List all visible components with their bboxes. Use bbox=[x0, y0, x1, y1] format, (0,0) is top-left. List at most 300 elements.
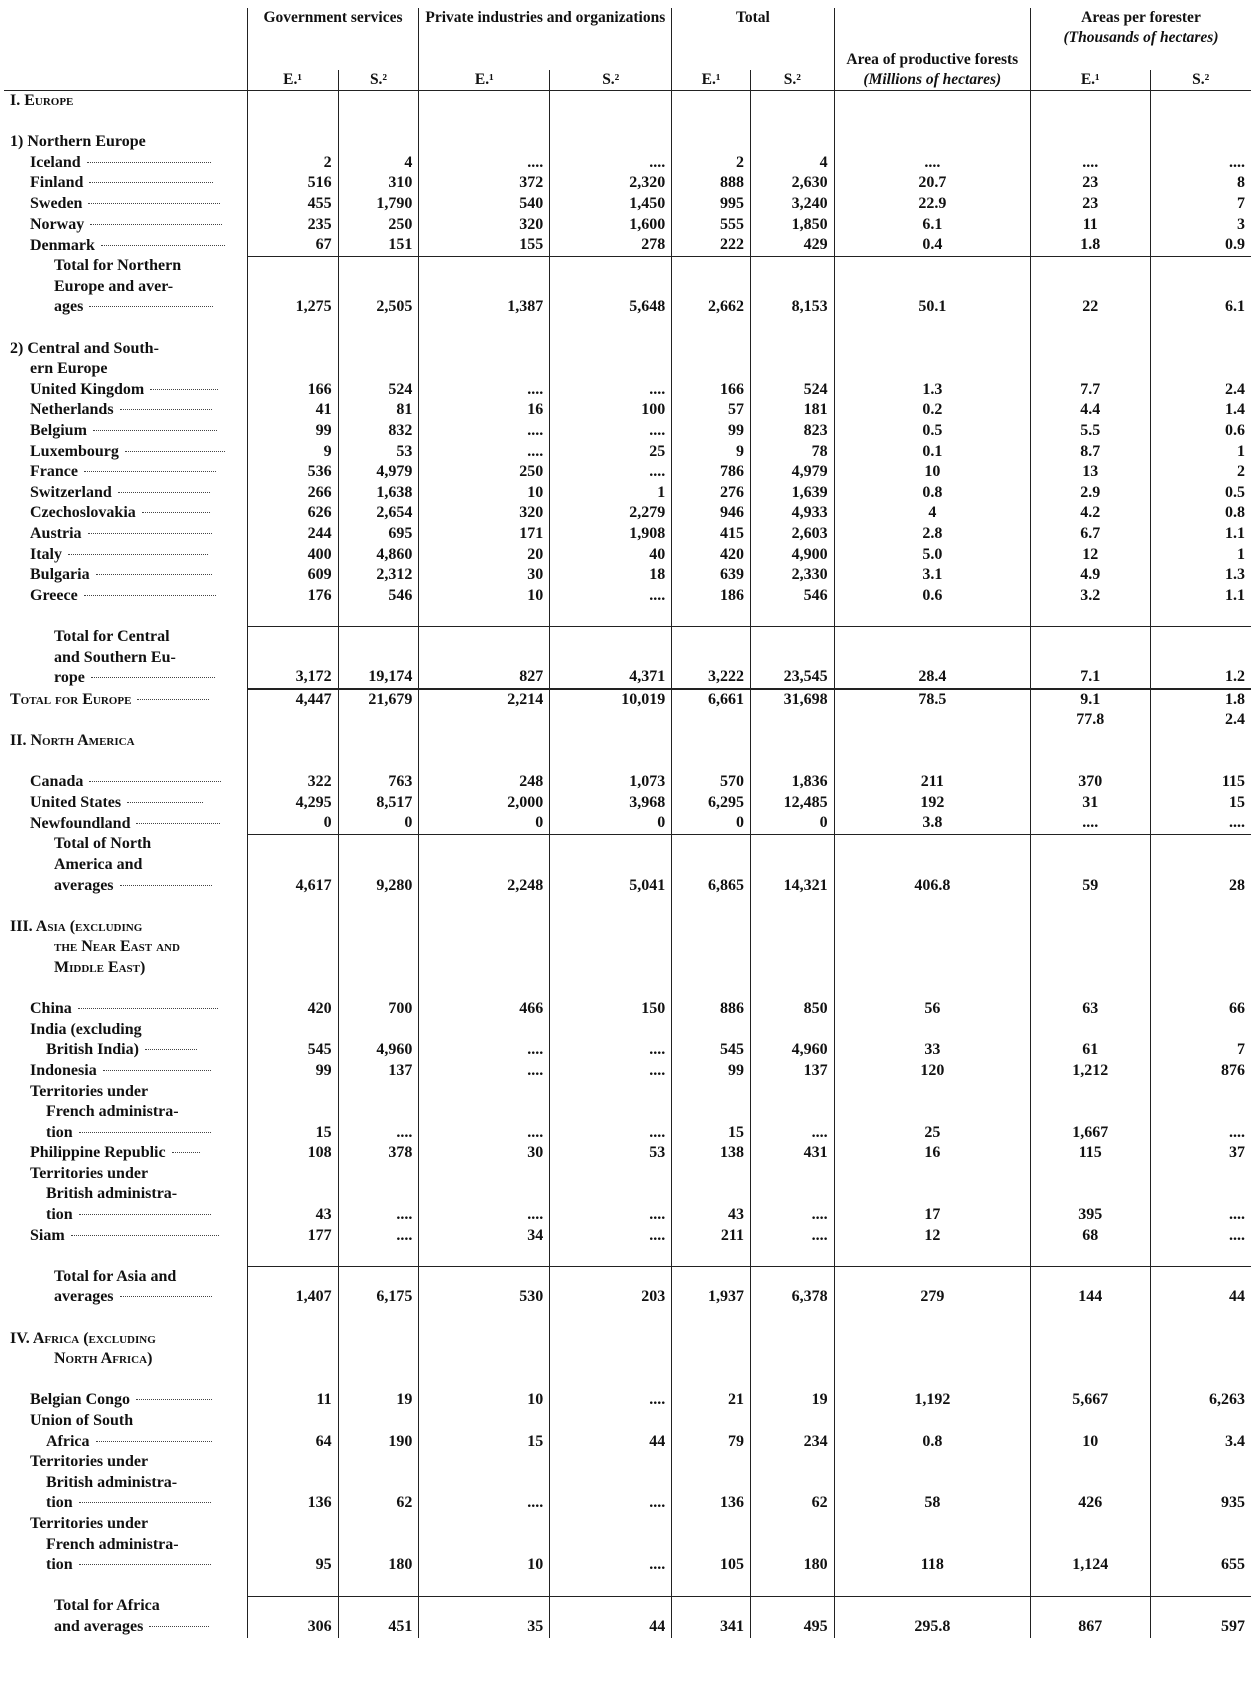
header-private-industries: Private industries and organizations bbox=[419, 8, 672, 70]
value-cell: 77.8 bbox=[1031, 710, 1151, 731]
row-label bbox=[4, 1514, 247, 1576]
value-cell bbox=[1031, 112, 1151, 133]
dot-leader bbox=[120, 409, 212, 410]
value-cell bbox=[338, 606, 419, 627]
value-cell: 322 bbox=[247, 772, 338, 793]
value-cell: .... bbox=[419, 380, 550, 401]
value-cell: 222 bbox=[672, 235, 751, 256]
value-cell: 23 bbox=[1031, 194, 1151, 215]
value-cell bbox=[247, 1370, 338, 1391]
value-cell bbox=[338, 1246, 419, 1267]
value-cell bbox=[1150, 1308, 1251, 1329]
value-cell bbox=[672, 1576, 751, 1597]
value-cell: 7.1 bbox=[1031, 627, 1151, 689]
value-cell bbox=[750, 1308, 834, 1329]
row-label-line: Finland bbox=[30, 174, 84, 192]
value-cell bbox=[672, 731, 751, 752]
value-cell: 545 bbox=[672, 1020, 751, 1061]
row-label bbox=[4, 235, 247, 256]
value-cell: 426 bbox=[1031, 1452, 1151, 1514]
value-cell: 3.1 bbox=[834, 565, 1030, 586]
value-cell: 9 bbox=[247, 442, 338, 463]
header-per-unit: (Thousands of hectares) bbox=[1063, 29, 1219, 46]
value-cell: 25 bbox=[834, 1082, 1030, 1144]
value-cell: 1.2 bbox=[1150, 627, 1251, 689]
header-area-productive-forests: Area of productive forests (Millions of hectares) bbox=[834, 8, 1030, 91]
value-cell: 597 bbox=[1150, 1596, 1251, 1637]
value-cell: 9 bbox=[672, 442, 751, 463]
value-cell: .... bbox=[338, 1082, 419, 1144]
row-label-line: I. Europe bbox=[10, 92, 74, 109]
value-cell: 66 bbox=[1150, 999, 1251, 1020]
row-label bbox=[4, 1596, 247, 1637]
value-cell: 171 bbox=[419, 524, 550, 545]
table-row bbox=[4, 1267, 1251, 1308]
value-cell bbox=[672, 1308, 751, 1329]
value-cell bbox=[338, 339, 419, 380]
value-cell bbox=[247, 896, 338, 917]
value-cell: 279 bbox=[834, 1267, 1030, 1308]
value-cell: 10 bbox=[1031, 1411, 1151, 1452]
row-label bbox=[4, 91, 247, 112]
value-cell: 155 bbox=[419, 235, 550, 256]
row-label bbox=[4, 1061, 247, 1082]
value-cell bbox=[1031, 606, 1151, 627]
value-cell: 400 bbox=[247, 545, 338, 566]
value-cell bbox=[1150, 1329, 1251, 1370]
value-cell: 250 bbox=[419, 462, 550, 483]
value-cell bbox=[1031, 1308, 1151, 1329]
section-heading-row bbox=[4, 1329, 1251, 1370]
table-row bbox=[4, 586, 1251, 607]
value-cell: 25 bbox=[550, 442, 672, 463]
value-cell: 415 bbox=[672, 524, 751, 545]
value-cell: 524 bbox=[750, 380, 834, 401]
value-cell: 180 bbox=[338, 1514, 419, 1576]
row-label bbox=[4, 1246, 247, 1267]
value-cell: 0 bbox=[247, 813, 338, 834]
value-cell bbox=[750, 979, 834, 1000]
table-row bbox=[4, 689, 1251, 711]
row-label-line: Belgian Congo bbox=[30, 1391, 131, 1409]
dot-leader bbox=[79, 1564, 211, 1565]
row-label-line: Switzerland bbox=[30, 483, 112, 501]
value-cell bbox=[550, 752, 672, 773]
value-cell bbox=[834, 112, 1030, 133]
value-cell bbox=[834, 752, 1030, 773]
value-cell: 555 bbox=[672, 215, 751, 236]
value-cell: 372 bbox=[419, 173, 550, 194]
value-cell: 4.2 bbox=[1031, 503, 1151, 524]
table-row bbox=[4, 400, 1251, 421]
value-cell: .... bbox=[834, 153, 1030, 174]
row-label bbox=[4, 606, 247, 627]
value-cell bbox=[247, 731, 338, 752]
row-label-line: 2) Central and South- bbox=[10, 339, 159, 357]
value-cell: 695 bbox=[338, 524, 419, 545]
value-cell: 211 bbox=[834, 772, 1030, 793]
row-label bbox=[4, 565, 247, 586]
row-label-line: United States bbox=[30, 793, 122, 811]
header-areas-per-forester: Areas per forester (Thousands of hectares) bbox=[1031, 8, 1251, 70]
value-cell: 5,648 bbox=[550, 256, 672, 318]
value-cell: 320 bbox=[419, 215, 550, 236]
value-cell: 3.8 bbox=[834, 813, 1030, 834]
value-cell: 44 bbox=[550, 1596, 672, 1637]
row-label-line: China bbox=[30, 1000, 72, 1018]
spacer-row bbox=[4, 1308, 1251, 1329]
value-cell: 12 bbox=[834, 1226, 1030, 1247]
value-cell bbox=[419, 606, 550, 627]
row-label-line: Denmark bbox=[30, 236, 95, 254]
value-cell: 1.1 bbox=[1150, 586, 1251, 607]
value-cell bbox=[419, 1246, 550, 1267]
value-cell: .... bbox=[1150, 813, 1251, 834]
row-label-line: Czechoslovakia bbox=[30, 504, 136, 522]
row-label bbox=[4, 1411, 247, 1452]
row-label-line: United Kingdom bbox=[30, 380, 145, 398]
spacer-row bbox=[4, 606, 1251, 627]
value-cell: 23,545 bbox=[750, 627, 834, 689]
value-cell: 78.5 bbox=[834, 689, 1030, 711]
value-cell: 2 bbox=[1150, 462, 1251, 483]
value-cell: 41 bbox=[247, 400, 338, 421]
value-cell: 1 bbox=[1150, 442, 1251, 463]
value-cell: 8.7 bbox=[1031, 442, 1151, 463]
row-label bbox=[4, 483, 247, 504]
value-cell: 136 bbox=[672, 1452, 751, 1514]
row-label-line: Territories under bbox=[30, 1514, 149, 1532]
row-label-line: America and bbox=[54, 855, 143, 873]
value-cell: 30 bbox=[419, 1143, 550, 1164]
spacer-row bbox=[4, 896, 1251, 917]
value-cell bbox=[834, 91, 1030, 112]
header-area-unit: (Millions of hectares) bbox=[863, 71, 1002, 88]
row-label-line: Austria bbox=[30, 524, 82, 542]
value-cell: 995 bbox=[672, 194, 751, 215]
value-cell bbox=[419, 896, 550, 917]
value-cell: 639 bbox=[672, 565, 751, 586]
value-cell: 0 bbox=[672, 813, 751, 834]
value-cell: 0 bbox=[338, 813, 419, 834]
table-row bbox=[4, 1082, 1251, 1144]
value-cell: 22.9 bbox=[834, 194, 1030, 215]
value-cell bbox=[247, 752, 338, 773]
spacer-row bbox=[4, 112, 1251, 133]
value-cell bbox=[750, 731, 834, 752]
value-cell bbox=[834, 896, 1030, 917]
value-cell: .... bbox=[550, 586, 672, 607]
value-cell: 370 bbox=[1031, 772, 1151, 793]
value-cell: 19,174 bbox=[338, 627, 419, 689]
value-cell: 22 bbox=[1031, 256, 1151, 318]
value-cell: 10 bbox=[834, 462, 1030, 483]
value-cell: 2,330 bbox=[750, 565, 834, 586]
value-cell: 166 bbox=[672, 380, 751, 401]
value-cell: 108 bbox=[247, 1143, 338, 1164]
value-cell: 876 bbox=[1150, 1061, 1251, 1082]
value-cell bbox=[1031, 318, 1151, 339]
section-heading-row bbox=[4, 91, 1251, 112]
table-row bbox=[4, 173, 1251, 194]
value-cell bbox=[338, 1329, 419, 1370]
dot-leader bbox=[89, 182, 213, 183]
table-row bbox=[4, 462, 1251, 483]
value-cell bbox=[419, 979, 550, 1000]
row-label-line: Belgium bbox=[30, 422, 87, 439]
row-label-line: France bbox=[30, 463, 78, 481]
table-row bbox=[4, 545, 1251, 566]
dot-leader bbox=[136, 1399, 212, 1400]
value-cell: 823 bbox=[750, 421, 834, 442]
value-cell: .... bbox=[419, 153, 550, 174]
value-cell: 99 bbox=[247, 1061, 338, 1082]
value-cell: 2,630 bbox=[750, 173, 834, 194]
value-cell bbox=[419, 1576, 550, 1597]
value-cell: 451 bbox=[338, 1596, 419, 1637]
value-cell: 1,450 bbox=[550, 194, 672, 215]
value-cell bbox=[1031, 1370, 1151, 1391]
value-cell: 0.5 bbox=[1150, 483, 1251, 504]
value-cell: 6.1 bbox=[1150, 256, 1251, 318]
row-label-line: tion bbox=[46, 1206, 73, 1224]
value-cell bbox=[338, 1370, 419, 1391]
table-row bbox=[4, 999, 1251, 1020]
value-cell: 16 bbox=[834, 1143, 1030, 1164]
row-label bbox=[4, 442, 247, 463]
value-cell: 150 bbox=[550, 999, 672, 1020]
value-cell: 62 bbox=[750, 1452, 834, 1514]
spacer-row bbox=[4, 1576, 1251, 1597]
dot-leader bbox=[96, 574, 212, 575]
value-cell: 2 bbox=[672, 153, 751, 174]
value-cell: 6.7 bbox=[1031, 524, 1151, 545]
value-cell: 4 bbox=[750, 153, 834, 174]
row-label-line: Indonesia bbox=[30, 1061, 97, 1079]
value-cell: 4,371 bbox=[550, 627, 672, 689]
sub-e: E.¹ bbox=[672, 70, 751, 91]
value-cell: 1,124 bbox=[1031, 1514, 1151, 1576]
value-cell bbox=[1031, 339, 1151, 380]
value-cell: 166 bbox=[247, 380, 338, 401]
sub-e: E.¹ bbox=[419, 70, 550, 91]
value-cell: 99 bbox=[672, 421, 751, 442]
value-cell: 28.4 bbox=[834, 627, 1030, 689]
row-label bbox=[4, 793, 247, 814]
section-heading-row bbox=[4, 917, 1251, 979]
value-cell bbox=[1150, 606, 1251, 627]
row-label bbox=[4, 1020, 247, 1061]
table-row bbox=[4, 524, 1251, 545]
row-label-line: 1) Northern Europe bbox=[10, 133, 146, 151]
value-cell: .... bbox=[750, 1226, 834, 1247]
row-label-line: Canada bbox=[30, 773, 84, 791]
row-label bbox=[4, 834, 247, 896]
table-row bbox=[4, 442, 1251, 463]
value-cell: 31,698 bbox=[750, 689, 834, 711]
value-cell: 44 bbox=[1150, 1267, 1251, 1308]
value-cell: 495 bbox=[750, 1596, 834, 1637]
value-cell bbox=[247, 1308, 338, 1329]
value-cell: 7 bbox=[1150, 1020, 1251, 1061]
value-cell: 177 bbox=[247, 1226, 338, 1247]
value-cell: .... bbox=[419, 1061, 550, 1082]
row-label bbox=[4, 318, 247, 339]
value-cell: 1,667 bbox=[1031, 1082, 1151, 1144]
value-cell: 5.0 bbox=[834, 545, 1030, 566]
value-cell: 295.8 bbox=[834, 1596, 1030, 1637]
spacer-row bbox=[4, 979, 1251, 1000]
value-cell: 10 bbox=[419, 483, 550, 504]
value-cell: .... bbox=[550, 1020, 672, 1061]
value-cell bbox=[750, 112, 834, 133]
value-cell: 3,172 bbox=[247, 627, 338, 689]
value-cell: 0.6 bbox=[834, 586, 1030, 607]
value-cell: 19 bbox=[338, 1390, 419, 1411]
row-label bbox=[4, 256, 247, 318]
value-cell bbox=[1150, 318, 1251, 339]
row-label bbox=[4, 1576, 247, 1597]
value-cell: 16 bbox=[419, 400, 550, 421]
value-cell: 1.4 bbox=[1150, 400, 1251, 421]
value-cell bbox=[419, 91, 550, 112]
value-cell bbox=[338, 752, 419, 773]
row-label-line: III. Asia (excluding bbox=[10, 917, 143, 935]
value-cell bbox=[1031, 91, 1151, 112]
value-cell bbox=[550, 91, 672, 112]
table-row bbox=[4, 1164, 1251, 1226]
value-cell: 1.8 bbox=[1031, 235, 1151, 256]
value-cell: 180 bbox=[750, 1514, 834, 1576]
row-label-line: Greece bbox=[30, 586, 78, 604]
value-cell: 0.8 bbox=[834, 1411, 1030, 1452]
value-cell: 466 bbox=[419, 999, 550, 1020]
value-cell: 31 bbox=[1031, 793, 1151, 814]
value-cell: 68 bbox=[1031, 1226, 1151, 1247]
value-cell: 0.9 bbox=[1150, 235, 1251, 256]
value-cell: 43 bbox=[247, 1164, 338, 1226]
value-cell: 2,320 bbox=[550, 173, 672, 194]
value-cell: .... bbox=[419, 442, 550, 463]
value-cell bbox=[419, 731, 550, 752]
row-label-line: Total of North bbox=[54, 835, 152, 853]
value-cell: 5,667 bbox=[1031, 1390, 1151, 1411]
dot-leader bbox=[88, 203, 220, 204]
value-cell: .... bbox=[550, 1164, 672, 1226]
value-cell: 4,295 bbox=[247, 793, 338, 814]
row-label-line: India (excluding bbox=[30, 1020, 142, 1038]
value-cell bbox=[672, 1370, 751, 1391]
value-cell bbox=[550, 1308, 672, 1329]
row-label bbox=[4, 1329, 247, 1370]
row-label bbox=[4, 400, 247, 421]
value-cell: .... bbox=[419, 1020, 550, 1061]
row-label-line: British administra- bbox=[46, 1185, 178, 1203]
value-cell: 2,662 bbox=[672, 256, 751, 318]
value-cell bbox=[338, 132, 419, 153]
value-cell: 4,617 bbox=[247, 834, 338, 896]
dot-leader bbox=[79, 1214, 211, 1215]
value-cell: 1,937 bbox=[672, 1267, 751, 1308]
value-cell: 211 bbox=[672, 1226, 751, 1247]
dot-leader bbox=[120, 1296, 212, 1297]
value-cell bbox=[1150, 731, 1251, 752]
value-cell bbox=[834, 318, 1030, 339]
table-row bbox=[4, 1390, 1251, 1411]
value-cell: 655 bbox=[1150, 1514, 1251, 1576]
dot-leader bbox=[89, 781, 221, 782]
value-cell: 306 bbox=[247, 1596, 338, 1637]
row-label bbox=[4, 1143, 247, 1164]
value-cell: 95 bbox=[247, 1514, 338, 1576]
value-cell: 23 bbox=[1031, 173, 1151, 194]
value-cell: 20.7 bbox=[834, 173, 1030, 194]
row-label-line: tion bbox=[46, 1494, 73, 1512]
value-cell: 115 bbox=[1031, 1143, 1151, 1164]
row-label-line: II. North America bbox=[10, 731, 135, 749]
row-label-line: averages bbox=[54, 1288, 114, 1306]
table-row bbox=[4, 1452, 1251, 1514]
value-cell bbox=[1031, 1246, 1151, 1267]
dot-leader bbox=[93, 430, 217, 431]
value-cell: .... bbox=[550, 1390, 672, 1411]
table-row bbox=[4, 215, 1251, 236]
value-cell: 1,836 bbox=[750, 772, 834, 793]
value-cell bbox=[338, 112, 419, 133]
value-cell: 14,321 bbox=[750, 834, 834, 896]
subsection-heading-row bbox=[4, 339, 1251, 380]
value-cell: 10,019 bbox=[550, 689, 672, 711]
dot-leader bbox=[120, 885, 212, 886]
value-cell: 1,275 bbox=[247, 256, 338, 318]
value-cell: 4.9 bbox=[1031, 565, 1151, 586]
row-label-line: and averages bbox=[54, 1617, 144, 1635]
dot-leader bbox=[79, 1502, 211, 1503]
value-cell: 78 bbox=[750, 442, 834, 463]
value-cell: 105 bbox=[672, 1514, 751, 1576]
value-cell: 61 bbox=[1031, 1020, 1151, 1061]
value-cell bbox=[750, 710, 834, 731]
value-cell: 5,041 bbox=[550, 834, 672, 896]
value-cell: 1,073 bbox=[550, 772, 672, 793]
value-cell: 420 bbox=[247, 999, 338, 1020]
dot-leader bbox=[127, 802, 203, 803]
value-cell bbox=[750, 91, 834, 112]
value-cell: 2.4 bbox=[1150, 380, 1251, 401]
value-cell bbox=[338, 979, 419, 1000]
dot-leader bbox=[118, 492, 210, 493]
row-label-line: British administra- bbox=[46, 1473, 178, 1491]
value-cell: 53 bbox=[550, 1143, 672, 1164]
value-cell: 58 bbox=[834, 1452, 1030, 1514]
value-cell bbox=[1031, 752, 1151, 773]
value-cell: 1.3 bbox=[1150, 565, 1251, 586]
value-cell: 540 bbox=[419, 194, 550, 215]
value-cell: 2,248 bbox=[419, 834, 550, 896]
value-cell: 62 bbox=[338, 1452, 419, 1514]
row-label-line: Union of South bbox=[30, 1412, 134, 1429]
value-cell bbox=[750, 339, 834, 380]
value-cell bbox=[750, 896, 834, 917]
row-label-line: Total for Africa bbox=[54, 1597, 160, 1615]
dot-leader bbox=[101, 245, 225, 246]
value-cell bbox=[1150, 339, 1251, 380]
row-label-line: Europe and aver- bbox=[54, 277, 174, 295]
row-label bbox=[4, 173, 247, 194]
value-cell: 250 bbox=[338, 215, 419, 236]
row-label bbox=[4, 1226, 247, 1247]
value-cell: 79 bbox=[672, 1411, 751, 1452]
